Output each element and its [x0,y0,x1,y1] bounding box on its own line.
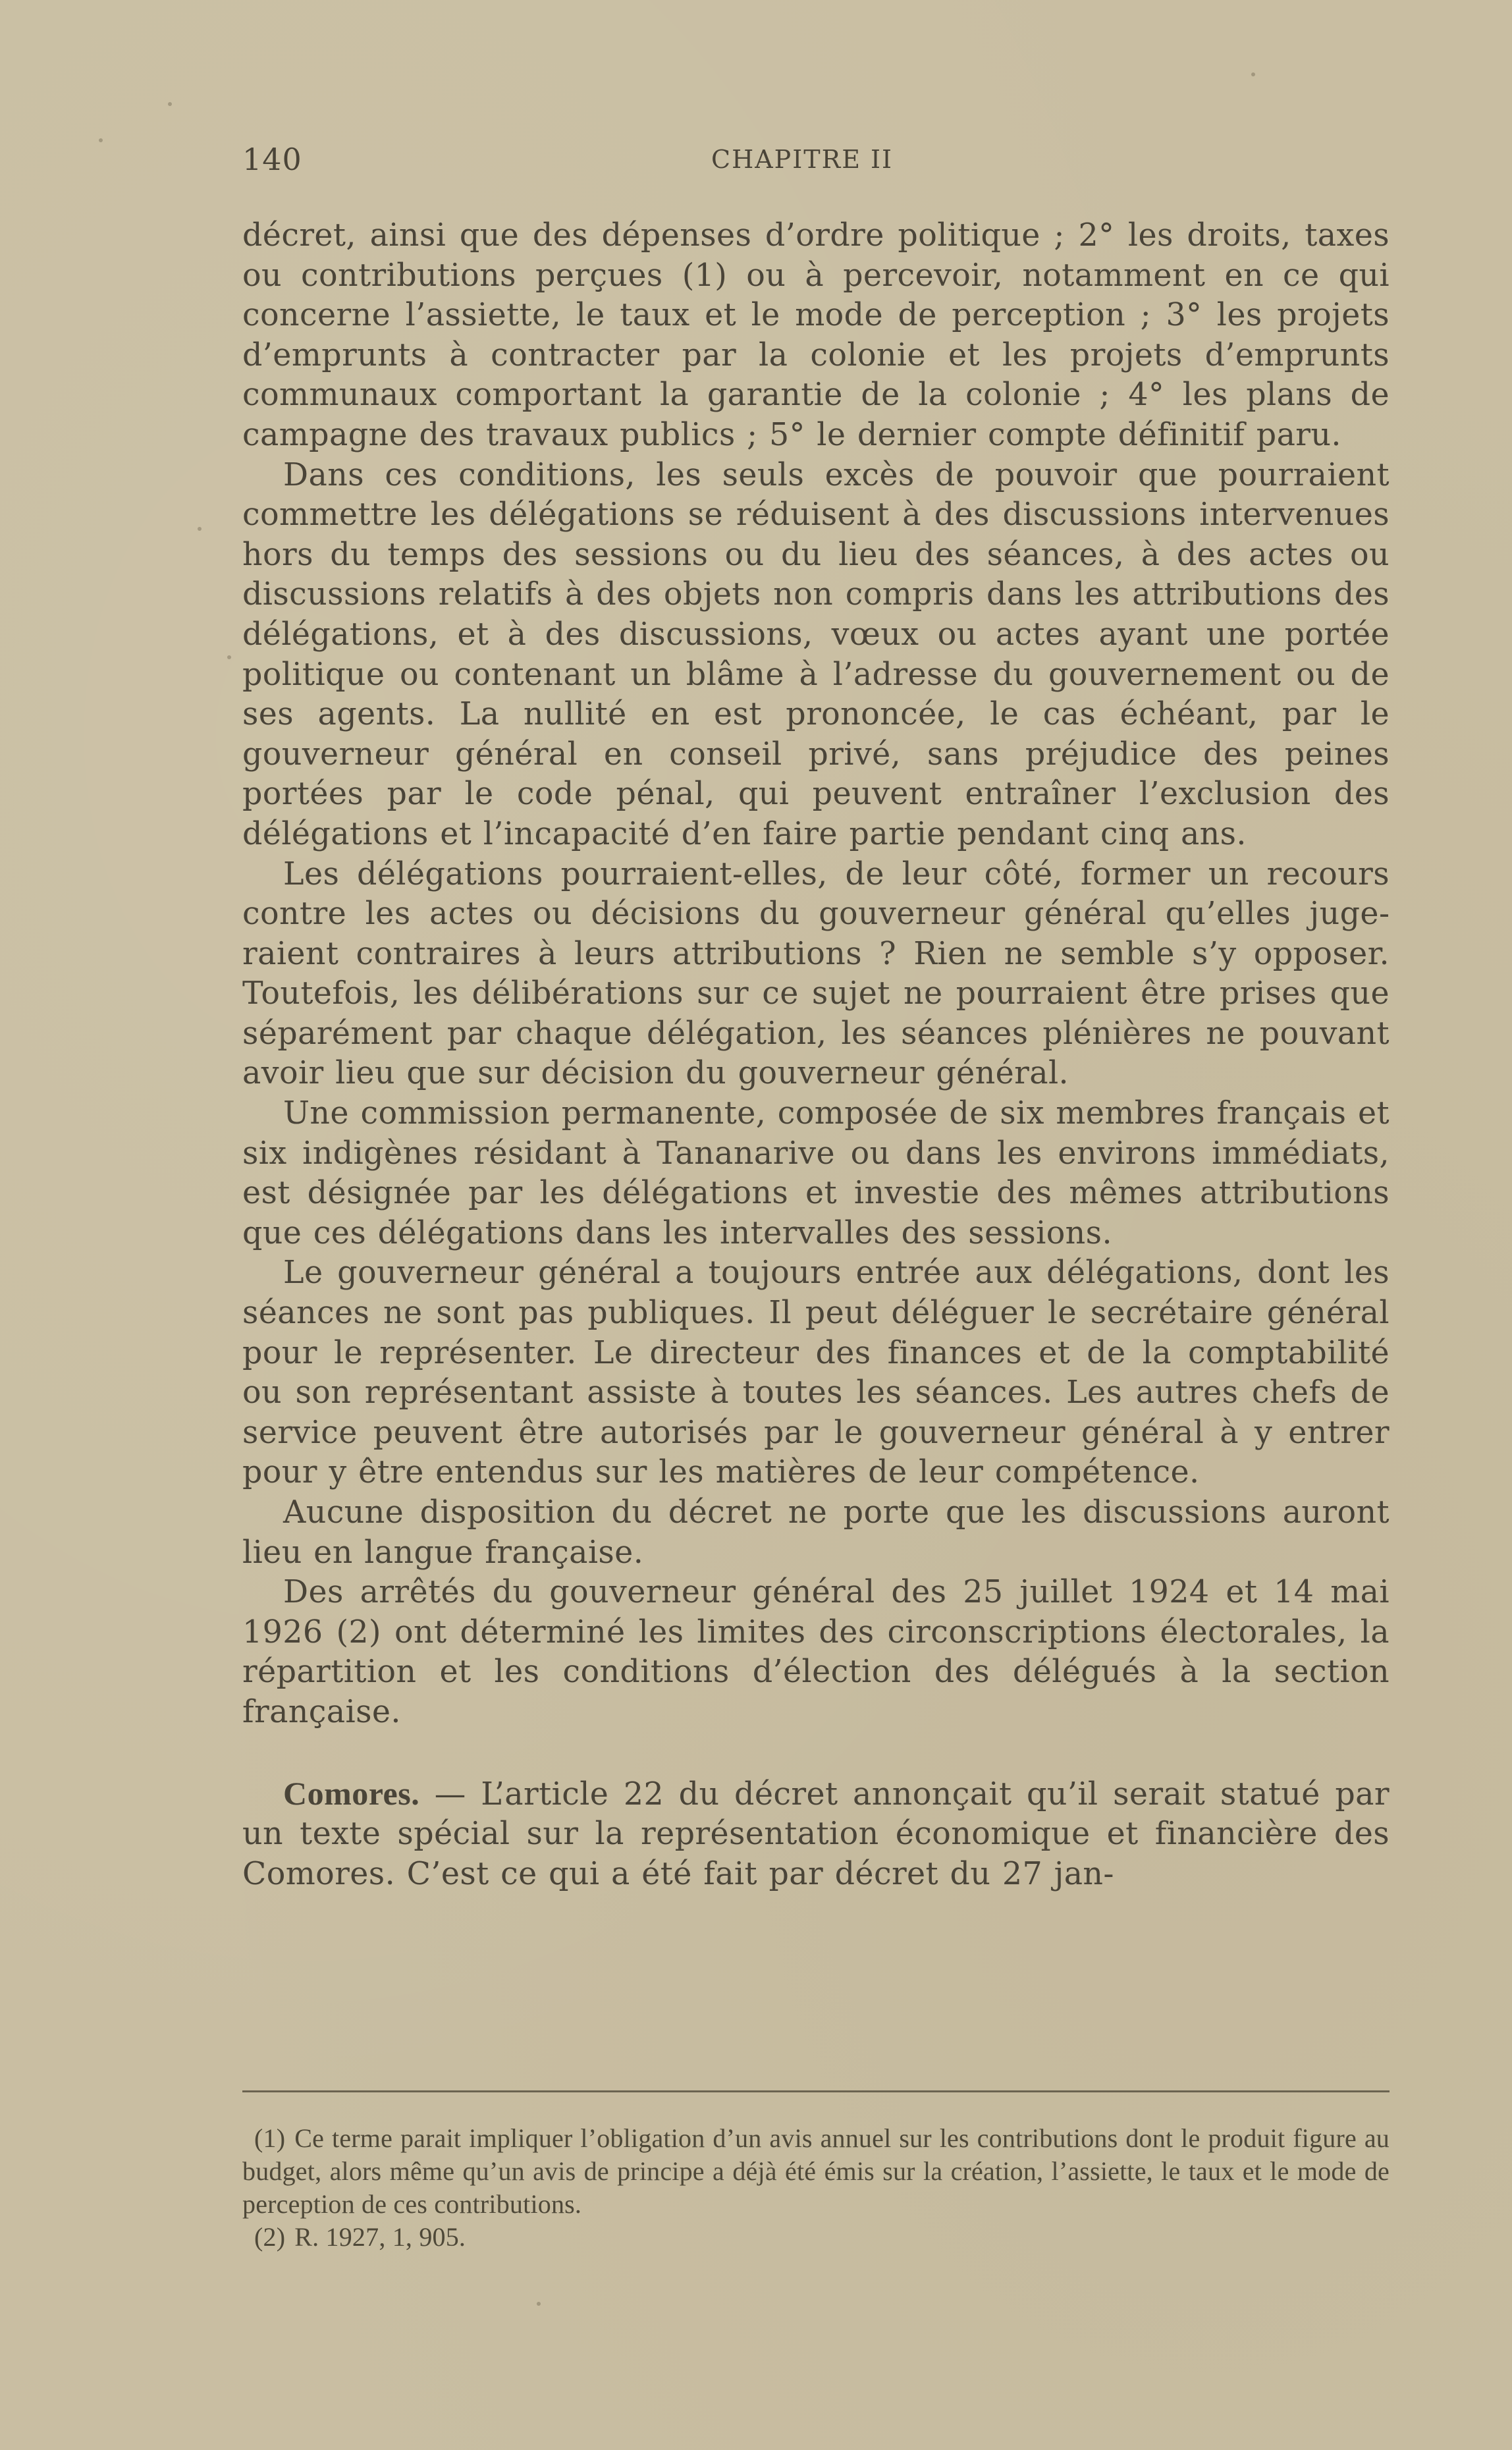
paragraph-arretes: Des arrêtés du gouverneur général des 25 juillet 1924 et 14 mai 1926 (2) ont déterminé les limites des circonscriptions électorales, la répartition et les conditions d’élection des délégués à la section française. [242,1574,1390,1730]
body-text [242,216,1390,1894]
paper-speck [99,138,103,142]
paper-speck [227,655,231,659]
footnote-marker: (2) [254,2222,286,2252]
paragraph-langue: Aucune disposition du décret ne porte que les discussions auront lieu en langue française. [242,1494,1390,1571]
footnote-rule [242,2090,1390,2092]
paper-speck [537,2302,541,2306]
paragraph-gouverneur-general: Le gouverneur général a toujours entrée aux délégations, dont les séances ne sont pas publiques. Il peut déléguer le secrétaire général pour le représenter. Le directeur des finances et de la comptabilité ou son représentant assiste à toutes les séances. Les autres chefs de service peuvent être autorisés par le gouverneur général à y entrer pour y être entendus sur les matières de leur compétence. [242,1255,1390,1491]
footnote-marker: (1) [254,2123,286,2153]
footnotes [242,2122,1390,2254]
footnote-text: Ce terme parait impliquer l’obligation d’un avis annuel sur les contributions dont le produit figure au budget, alors même qu’un avis de principe a déjà été émis sur la création, l’assiette, le taux et le mode de perception de ces contributions. [242,2123,1390,2219]
paper-speck [168,102,172,106]
footnote-1 [242,2122,1390,2221]
paper-speck [198,527,202,531]
paragraph-exces-de-pouvoir: Dans ces conditions, les seuls excès de pouvoir que pourraient commettre les délégations se réduisent à des discussions intervenues hors du temps des sessions ou du lieu des séances, à des actes ou discussions relatifs à des objets non compris dans les attributions des délégations, et à des discussions, vœux ou actes ayant une portée politique ou contenant un blâme à l’adresse du gouvernement ou de ses agents. La nullité en est prononcée, le cas échéant, par le gouverneur général en conseil privé, sans préjudice des peines portées par le code pénal, qui peuvent entraîner l’exclusion des délégations et l’incapacité d’en faire partie pendant cinq ans. [242,456,1390,852]
section-title: Comores. [283,1774,420,1812]
paper-speck [1251,72,1255,76]
page-number: 140 [242,142,302,177]
footnote-text: R. 1927, 1, 905. [294,2222,466,2252]
footnote-2 [242,2221,1390,2254]
running-head [242,140,1390,179]
section-comores [242,1774,1390,1895]
paragraph-continued: décret, ainsi que des dépenses d’ordre politique ; 2° les droits, taxes ou contributions perçues (1) ou à percevoir, notamment en ce qui concerne l’assiette, le taux et le mode de perception ; 3° les projets d’emprunts à contracter par la colonie et les projets d’emprunts communaux comportant la garantie de la colonie ; 4° les plans de campagne des travaux publics ; 5° le dernier compte définitif paru. [242,217,1390,453]
paragraph-recours: Les délégations pourraient-elles, de leur côté, former un recours contre les actes ou décisions du gouverneur général qu’elles jugeraient contraires à leurs attributions ? Rien ne semble s’y opposer. Toutefois, les délibérations sur ce sujet ne pourraient être prises que séparément par chaque délégation, les séances plénières ne pouvant avoir lieu que sur décision du gouverneur général. [242,856,1390,1092]
paragraph-commission-permanente: Une commission permanente, composée de six membres français et six indigènes résidant à Tananarive ou dans les environs immédiats, est désignée par les délégations et investie des mêmes attributions que ces délégations dans les intervalles des sessions. [242,1095,1390,1251]
section-text: L’article 22 du décret annonçait qu’il serait statué par un texte spécial sur la représentation économique et financière des Comores. C’est ce qui a été fait par décret du 27 jan- [242,1776,1390,1892]
chapter-title: CHAPITRE II [711,145,894,174]
section-dash: — [419,1776,481,1812]
